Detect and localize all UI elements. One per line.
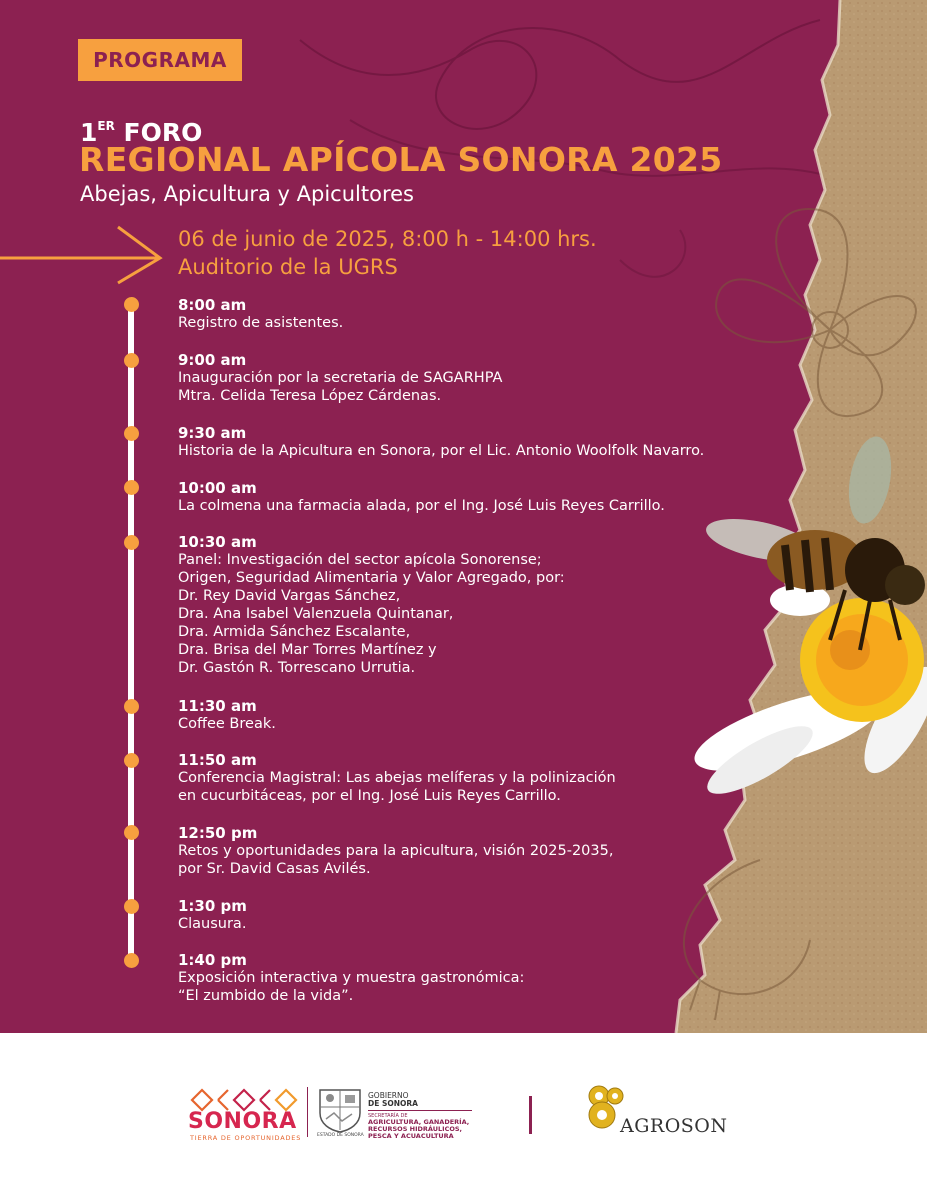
schedule-text: en cucurbitáceas, por el Ing. José Luis Reyes Carrillo. bbox=[178, 788, 561, 804]
schedule-time: 12:50 pm bbox=[178, 824, 258, 842]
schedule-item bbox=[178, 751, 616, 805]
schedule-item bbox=[178, 296, 343, 332]
schedule-text: “El zumbido de la vida”. bbox=[178, 988, 354, 1004]
timeline-dot bbox=[124, 426, 139, 441]
gov-underline bbox=[368, 1110, 472, 1111]
schedule-time: 1:40 pm bbox=[178, 951, 247, 969]
schedule-text: Retos y oportunidades para la apicultura, visión 2025-2035, bbox=[178, 843, 614, 859]
schedule-text: La colmena una farmacia alada, por el Ing. José Luis Reyes Carrillo. bbox=[178, 498, 665, 514]
schedule-text: Exposición interactiva y muestra gastronómica: bbox=[178, 970, 525, 986]
agroson-logo: AGROSON bbox=[620, 1115, 728, 1137]
timeline-dot bbox=[124, 699, 139, 714]
schedule-text: Clausura. bbox=[178, 916, 247, 932]
schedule-text: Dr. Gastón R. Torrescano Urrutia. bbox=[178, 660, 416, 676]
schedule-item bbox=[178, 533, 565, 677]
tagline: Abejas, Apicultura y Apicultores bbox=[80, 182, 414, 206]
footer-separator bbox=[307, 1087, 308, 1137]
schedule-text: Mtra. Celida Teresa López Cárdenas. bbox=[178, 388, 442, 404]
schedule-item bbox=[178, 824, 613, 878]
schedule-time: 10:00 am bbox=[178, 479, 257, 497]
seal-caption: ESTADO DE SONORA bbox=[317, 1133, 364, 1138]
timeline-dot bbox=[124, 953, 139, 968]
schedule-item bbox=[178, 897, 247, 933]
schedule-text: Conferencia Magistral: Las abejas melíferas y la polinización bbox=[178, 770, 616, 786]
timeline-dot bbox=[124, 753, 139, 768]
sonora-logo: SONORA bbox=[188, 1109, 297, 1134]
timeline-dot bbox=[124, 535, 139, 550]
arrow-right-icon bbox=[0, 225, 170, 285]
secretaria-name-1: AGRICULTURA, GANADERÍA, bbox=[368, 1118, 470, 1126]
timeline-line bbox=[128, 302, 134, 962]
schedule-time: 9:30 am bbox=[178, 424, 247, 442]
state-seal-icon bbox=[316, 1087, 364, 1133]
title-line-1: 1ER FORO bbox=[80, 118, 203, 147]
schedule-text: Origen, Seguridad Alimentaria y Valor Agregado, por: bbox=[178, 570, 565, 586]
event-date: 06 de junio de 2025, 8:00 h - 14:00 hrs. bbox=[178, 227, 597, 251]
schedule-item bbox=[178, 951, 524, 1005]
secretaria-name-2: RECURSOS HIDRÁULICOS, bbox=[368, 1125, 463, 1133]
gov-line-2: DE SONORA bbox=[368, 1099, 418, 1108]
footer-divider bbox=[529, 1096, 532, 1134]
event-venue: Auditorio de la UGRS bbox=[178, 255, 398, 279]
schedule-text: Inauguración por la secretaria de SAGARHPA bbox=[178, 370, 503, 386]
schedule-item bbox=[178, 424, 704, 460]
schedule-text: Panel: Investigación del sector apícola Sonorense; bbox=[178, 552, 542, 568]
timeline-dot bbox=[124, 480, 139, 495]
schedule-time: 1:30 pm bbox=[178, 897, 247, 915]
gov-line-1: GOBIERNO bbox=[368, 1091, 409, 1100]
schedule-text: Registro de asistentes. bbox=[178, 315, 344, 331]
program-badge: PROGRAMA bbox=[78, 39, 242, 81]
schedule-time: 9:00 am bbox=[178, 351, 247, 369]
schedule-text: por Sr. David Casas Avilés. bbox=[178, 861, 371, 877]
schedule-text: Dra. Armida Sánchez Escalante, bbox=[178, 624, 411, 640]
timeline-dot bbox=[124, 825, 139, 840]
schedule-text: Historia de la Apicultura en Sonora, por el Lic. Antonio Woolfolk Navarro. bbox=[178, 443, 705, 459]
schedule-text: Dra. Ana Isabel Valenzuela Quintanar, bbox=[178, 606, 454, 622]
schedule-time: 11:30 am bbox=[178, 697, 257, 715]
schedule-time: 10:30 am bbox=[178, 533, 257, 551]
sonora-tagline: TIERRA DE OPORTUNIDADES bbox=[190, 1134, 302, 1142]
secretaria-label: SECRETARÍA DE bbox=[368, 1113, 408, 1119]
schedule-text: Dr. Rey David Vargas Sánchez, bbox=[178, 588, 401, 604]
schedule-time: 8:00 am bbox=[178, 296, 247, 314]
secretaria-name-3: PESCA Y ACUACULTURA bbox=[368, 1132, 454, 1140]
timeline-dot bbox=[124, 297, 139, 312]
schedule-item bbox=[178, 697, 276, 733]
schedule-text: Dra. Brisa del Mar Torres Martínez y bbox=[178, 642, 437, 658]
schedule-time: 11:50 am bbox=[178, 751, 257, 769]
timeline-dot bbox=[124, 353, 139, 368]
timeline-dot bbox=[124, 899, 139, 914]
schedule-item bbox=[178, 351, 502, 405]
page-title: REGIONAL APÍCOLA SONORA 2025 bbox=[79, 140, 723, 179]
schedule-item bbox=[178, 479, 665, 515]
schedule-text: Coffee Break. bbox=[178, 716, 276, 732]
